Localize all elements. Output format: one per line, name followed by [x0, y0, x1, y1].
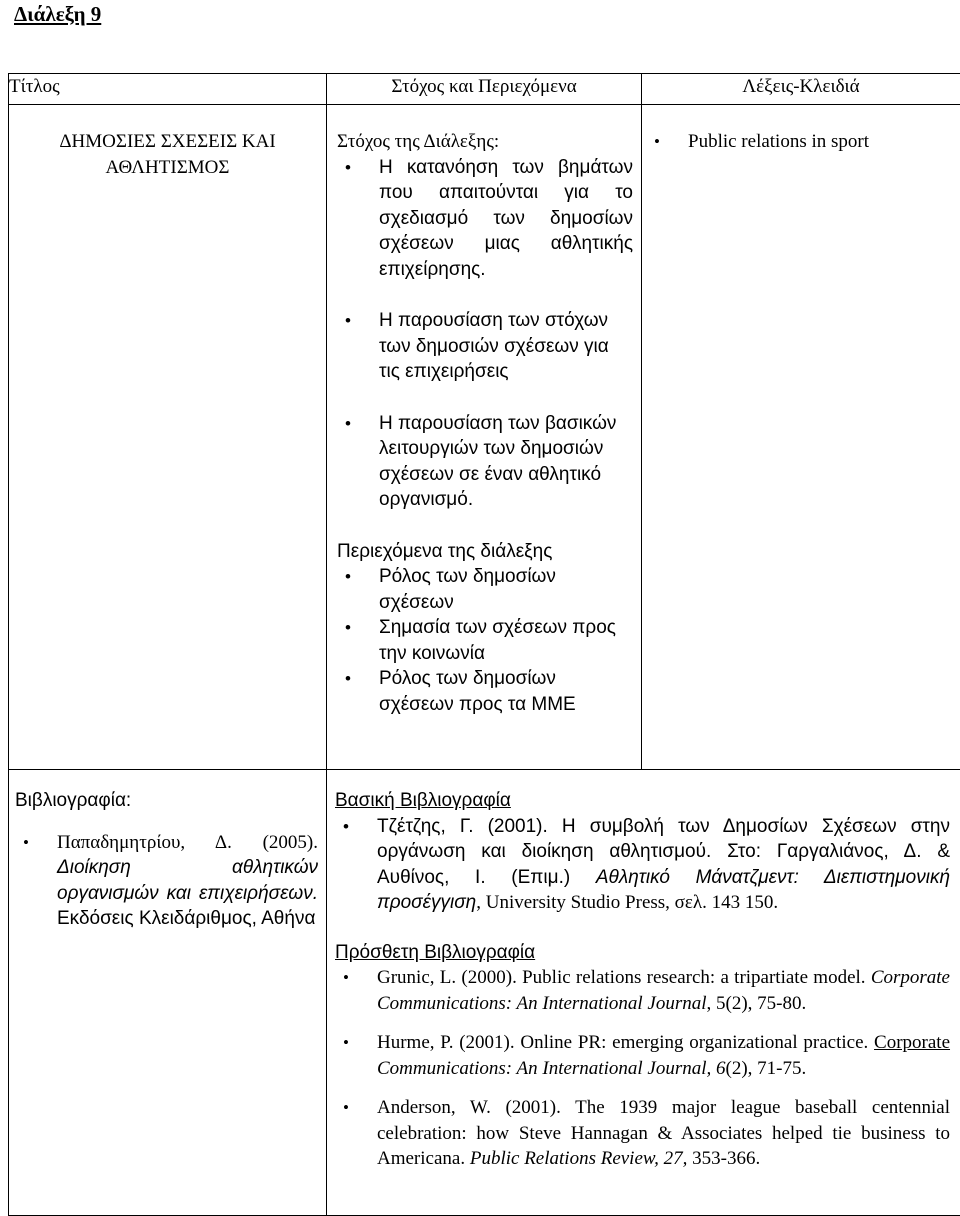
basic-bibliography-list	[335, 814, 950, 916]
header-goal: Στόχος και Περιεχόμενα	[327, 74, 642, 105]
contents-list	[337, 564, 633, 717]
bib-text: Τζέτζης, Γ. (2001). Η συμβολή των Δημοσίων Σχέσεων στην οργάνωση και διοίκηση αθλητισμού. Στο: Γαργαλιάνος, Δ. & Αυθίνος, Ι. (Επιμ.)	[377, 816, 950, 888]
additional-bibliography-list	[335, 965, 950, 1172]
bibliography-heading: Βιβλιογραφία:	[15, 788, 318, 814]
table-main-row	[9, 105, 960, 770]
bib-text: Grunic, L. (2000). Public relations research: a tripartiate model.	[377, 967, 866, 988]
header-keywords: Λέξεις-Κλειδιά	[642, 74, 960, 105]
bib-journal: Communications: An International Journal, 6	[377, 1058, 726, 1079]
bib-book-title: Διοίκηση αθλητικών οργανισμών και επιχειρήσεων.	[57, 857, 318, 904]
lecture-heading: Διάλεξη 9	[14, 2, 101, 27]
table-header-row	[9, 74, 960, 105]
header-title: Τίτλος	[9, 74, 327, 105]
objective-cell	[327, 105, 642, 770]
objective-item: • Η παρουσίαση των βασικών λειτουργιών των δημοσιών σχέσεων σε έναν αθλητικό οργανισμό.	[337, 411, 633, 513]
basic-bibliography-heading: Βασική Βιβλιογραφία	[335, 788, 950, 814]
additional-bibliography-item	[335, 965, 950, 1016]
additional-bibliography-item	[335, 1030, 950, 1081]
bib-publisher: Εκδόσεις Κλειδάριθμος, Αθήνα	[57, 908, 315, 929]
lecture-title: ΔΗΜΟΣΙΕΣ ΣΧΕΣΕΙΣ ΚΑΙ ΑΘΛΗΤΙΣΜΟΣ	[9, 129, 326, 180]
bibliography-left-cell	[9, 770, 327, 1216]
keyword-item: • Public relations in sport	[646, 129, 952, 155]
objective-item: • Η παρουσίαση των στόχων των δημοσιών σχέσεων για τις επιχειρήσεις	[337, 308, 633, 385]
contents-item: • Ρόλος των δημοσίων σχέσεων προς τα ΜΜΕ	[337, 666, 633, 717]
bibliography-left-list	[15, 830, 318, 932]
keywords-list	[646, 129, 952, 155]
bib-journal: Public Relations Review, 27,	[470, 1148, 688, 1169]
bib-text: 353-366.	[692, 1148, 760, 1169]
additional-bibliography-item	[335, 1095, 950, 1172]
objective-heading: Στόχος της Διάλεξης:	[337, 129, 633, 155]
basic-bibliography-item	[335, 814, 950, 916]
bib-text: Hurme, P. (2001). Online PR: emerging organizational practice.	[377, 1032, 868, 1053]
table-bibliography-row	[9, 770, 960, 1216]
objective-item: • Η κατανόηση των βημάτων που απαιτούνται για το σχεδιασμό των δημοσίων σχέσεων μιας αθλητικής επιχείρησης.	[337, 155, 633, 283]
additional-bibliography-heading: Πρόσθετη Βιβλιογραφία	[335, 940, 950, 966]
bib-author: Παπαδημητρίου, Δ. (2005).	[57, 832, 318, 853]
bib-book-title: Αθλητικό Μάνατζμεντ: Διεπιστημονική προσέγγιση	[377, 867, 950, 914]
keywords-cell	[642, 105, 960, 770]
bib-text: (2), 71-75.	[726, 1058, 807, 1079]
bib-text: , University Studio Press, σελ. 143 150.	[476, 892, 778, 913]
contents-heading: Περιεχόμενα της διάλεξης	[337, 539, 633, 565]
bib-journal-underlined: Corporate	[874, 1032, 950, 1053]
contents-item: • Ρόλος των δημοσίων σχέσεων	[337, 564, 633, 615]
bib-journal: Corporate Communications: An International Journal	[377, 967, 950, 1014]
bib-text: , 5(2), 75-80.	[707, 993, 807, 1014]
contents-item: • Σημασία των σχέσεων προς την κοινωνία	[337, 615, 633, 666]
bib-text: Anderson, W. (2001). The 1939 major league baseball centennial celebration: how Steve Hannagan & Associates helped tie business to Americana.	[377, 1097, 950, 1169]
lecture-title-cell	[9, 105, 327, 770]
objective-list	[337, 155, 633, 513]
bibliography-right-cell	[327, 770, 960, 1216]
bibliography-left-item	[15, 830, 318, 932]
course-table	[8, 73, 960, 1216]
